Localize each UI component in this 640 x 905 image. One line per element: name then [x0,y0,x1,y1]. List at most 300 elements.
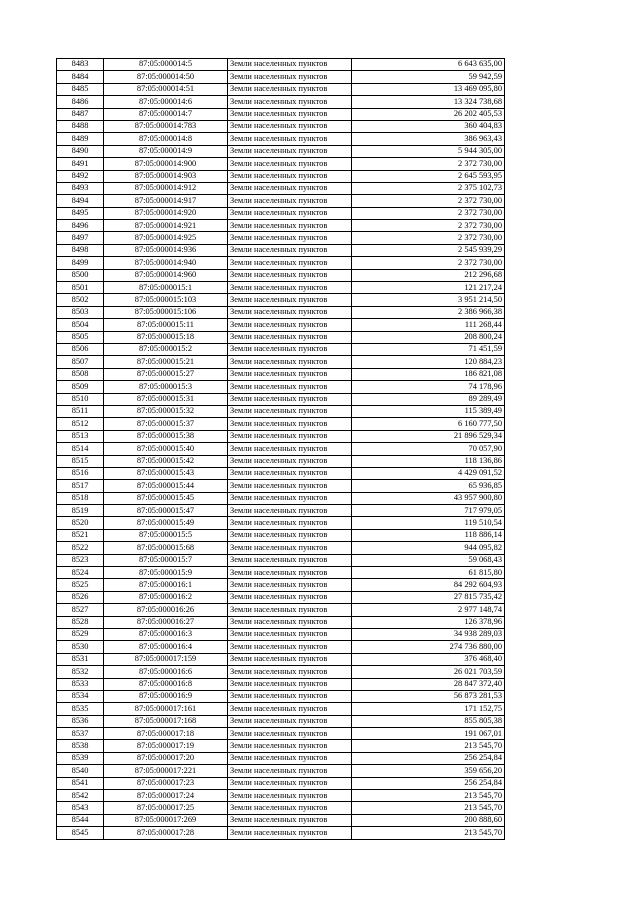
cadastral-number-cell: 87:05:000014:9 [104,145,228,157]
row-number-cell: 8539 [57,752,104,764]
row-number-cell: 8517 [57,480,104,492]
row-number-cell: 8515 [57,455,104,467]
cadastral-value-cell: 56 873 281,53 [352,690,505,702]
cadastral-value-cell: 2 372 730,00 [352,207,505,219]
table-row [57,814,505,826]
row-number-cell: 8487 [57,108,104,120]
row-number-cell: 8494 [57,195,104,207]
cadastral-value-cell: 119 510,54 [352,517,505,529]
table-row [57,257,505,269]
cadastral-number-cell: 87:05:000017:269 [104,814,228,826]
row-number-cell: 8488 [57,120,104,132]
row-number-cell: 8542 [57,790,104,802]
row-number-cell: 8514 [57,443,104,455]
row-number-cell: 8511 [57,405,104,417]
land-category-cell: Земли населенных пунктов [228,405,352,417]
cadastral-number-cell: 87:05:000015:45 [104,492,228,504]
land-category-cell: Земли населенных пунктов [228,752,352,764]
row-number-cell: 8536 [57,715,104,727]
cadastral-number-cell: 87:05:000015:106 [104,306,228,318]
land-category-cell: Земли населенных пунктов [228,641,352,653]
cadastral-number-cell: 87:05:000016:6 [104,666,228,678]
land-category-cell: Земли населенных пунктов [228,356,352,368]
land-category-cell: Земли населенных пунктов [228,96,352,108]
cadastral-number-cell: 87:05:000015:47 [104,505,228,517]
table-row [57,666,505,678]
cadastral-value-cell: 256 254,84 [352,752,505,764]
cadastral-number-cell: 87:05:000015:3 [104,381,228,393]
row-number-cell: 8503 [57,306,104,318]
cadastral-number-cell: 87:05:000015:103 [104,294,228,306]
table-row [57,145,505,157]
land-category-cell: Земли населенных пунктов [228,579,352,591]
land-category-cell: Земли населенных пунктов [228,257,352,269]
cadastral-value-cell: 74 178,96 [352,381,505,393]
table-row [57,579,505,591]
table-row [57,492,505,504]
row-number-cell: 8491 [57,158,104,170]
land-category-cell: Земли населенных пунктов [228,703,352,715]
cadastral-value-cell: 2 372 730,00 [352,220,505,232]
cadastral-value-cell: 376 468,40 [352,653,505,665]
cadastral-number-cell: 87:05:000014:6 [104,96,228,108]
cadastral-value-cell: 213 545,70 [352,827,505,839]
cadastral-value-cell: 274 736 880,00 [352,641,505,653]
land-category-cell: Земли населенных пунктов [228,294,352,306]
cadastral-number-cell: 87:05:000015:9 [104,567,228,579]
cadastral-value-cell: 43 957 900,80 [352,492,505,504]
land-category-cell: Земли населенных пунктов [228,71,352,83]
table-row [57,616,505,628]
land-category-cell: Земли населенных пунктов [228,740,352,752]
cadastral-value-cell: 61 815,80 [352,567,505,579]
land-category-cell: Земли населенных пунктов [228,765,352,777]
table-row [57,802,505,814]
cadastral-number-cell: 87:05:000015:49 [104,517,228,529]
cadastral-value-cell: 3 951 214,50 [352,294,505,306]
cadastral-number-cell: 87:05:000016:2 [104,591,228,603]
cadastral-number-cell: 87:05:000014:50 [104,71,228,83]
row-number-cell: 8516 [57,467,104,479]
cadastral-number-cell: 87:05:000014:936 [104,244,228,256]
row-number-cell: 8538 [57,740,104,752]
cadastral-number-cell: 87:05:000016:9 [104,690,228,702]
land-category-cell: Земли населенных пунктов [228,443,352,455]
row-number-cell: 8519 [57,505,104,517]
table-row [57,96,505,108]
cadastral-value-cell: 191 067,01 [352,728,505,740]
row-number-cell: 8531 [57,653,104,665]
cadastral-value-cell: 212 296,68 [352,269,505,281]
cadastral-number-cell: 87:05:000014:920 [104,207,228,219]
cadastral-value-cell: 2 372 730,00 [352,195,505,207]
table-row [57,207,505,219]
cadastral-number-cell: 87:05:000017:19 [104,740,228,752]
table-row [57,170,505,182]
row-number-cell: 8499 [57,257,104,269]
cadastral-value-cell: 200 888,60 [352,814,505,826]
cadastral-number-cell: 87:05:000017:24 [104,790,228,802]
cadastral-number-cell: 87:05:000014:51 [104,83,228,95]
table-row [57,653,505,665]
land-category-cell: Земли населенных пунктов [228,232,352,244]
row-number-cell: 8526 [57,591,104,603]
land-category-cell: Земли населенных пунктов [228,827,352,839]
cadastral-value-cell: 2 372 730,00 [352,257,505,269]
cadastral-number-cell: 87:05:000015:1 [104,282,228,294]
table-row [57,220,505,232]
cadastral-value-cell: 2 645 593,95 [352,170,505,182]
row-number-cell: 8543 [57,802,104,814]
row-number-cell: 8489 [57,133,104,145]
land-category-cell: Земли населенных пунктов [228,814,352,826]
row-number-cell: 8502 [57,294,104,306]
cadastral-number-cell: 87:05:000017:159 [104,653,228,665]
land-category-cell: Земли населенных пунктов [228,282,352,294]
land-category-cell: Земли населенных пунктов [228,331,352,343]
cadastral-number-cell: 87:05:000015:5 [104,529,228,541]
cadastral-number-cell: 87:05:000016:1 [104,579,228,591]
cadastral-number-cell: 87:05:000014:5 [104,59,228,71]
cadastral-value-cell: 213 545,70 [352,802,505,814]
row-number-cell: 8506 [57,343,104,355]
table-row [57,133,505,145]
table-row [57,108,505,120]
table-row [57,443,505,455]
land-category-cell: Земли населенных пунктов [228,108,352,120]
cadastral-value-cell: 2 386 966,38 [352,306,505,318]
land-category-cell: Земли населенных пунктов [228,220,352,232]
table-row [57,728,505,740]
cadastral-number-cell: 87:05:000015:37 [104,418,228,430]
land-category-cell: Земли населенных пунктов [228,59,352,71]
table-row [57,591,505,603]
row-number-cell: 8492 [57,170,104,182]
cadastral-value-cell: 65 936,85 [352,480,505,492]
table-row [57,59,505,71]
cadastral-value-cell: 2 977 148,74 [352,604,505,616]
cadastral-number-cell: 87:05:000014:912 [104,182,228,194]
land-category-cell: Земли населенных пунктов [228,517,352,529]
table-row [57,752,505,764]
land-category-cell: Земли населенных пунктов [228,381,352,393]
cadastral-value-cell: 5 944 305,00 [352,145,505,157]
cadastral-number-cell: 87:05:000017:20 [104,752,228,764]
row-number-cell: 8528 [57,616,104,628]
cadastral-value-cell: 59 942,59 [352,71,505,83]
cadastral-number-cell: 87:05:000015:11 [104,319,228,331]
table-row [57,393,505,405]
table-row [57,542,505,554]
row-number-cell: 8513 [57,430,104,442]
cadastral-number-cell: 87:05:000015:18 [104,331,228,343]
row-number-cell: 8510 [57,393,104,405]
land-category-cell: Земли населенных пунктов [228,368,352,380]
land-category-cell: Земли населенных пунктов [228,728,352,740]
land-category-cell: Земли населенных пунктов [228,207,352,219]
land-category-cell: Земли населенных пунктов [228,319,352,331]
land-category-cell: Земли населенных пунктов [228,182,352,194]
row-number-cell: 8500 [57,269,104,281]
cadastral-number-cell: 87:05:000017:18 [104,728,228,740]
cadastral-number-cell: 87:05:000015:7 [104,554,228,566]
row-number-cell: 8532 [57,666,104,678]
row-number-cell: 8541 [57,777,104,789]
land-category-cell: Земли населенных пунктов [228,343,352,355]
row-number-cell: 8498 [57,244,104,256]
cadastral-value-cell: 26 202 405,53 [352,108,505,120]
cadastral-value-cell: 256 254,84 [352,777,505,789]
cadastral-number-cell: 87:05:000014:8 [104,133,228,145]
cadastral-number-cell: 87:05:000015:40 [104,443,228,455]
cadastral-value-cell: 59 068,43 [352,554,505,566]
cadastral-number-cell: 87:05:000016:3 [104,628,228,640]
cadastral-value-cell: 84 292 604,93 [352,579,505,591]
land-category-cell: Земли населенных пунктов [228,418,352,430]
row-number-cell: 8529 [57,628,104,640]
land-category-cell: Земли населенных пунктов [228,480,352,492]
table-row [57,467,505,479]
land-category-cell: Земли населенных пунктов [228,195,352,207]
cadastral-number-cell: 87:05:000014:921 [104,220,228,232]
table-row [57,567,505,579]
cadastral-value-cell: 717 979,05 [352,505,505,517]
table-row [57,319,505,331]
cadastral-value-cell: 386 963,43 [352,133,505,145]
row-number-cell: 8505 [57,331,104,343]
table-row [57,158,505,170]
land-category-cell: Земли населенных пунктов [228,145,352,157]
row-number-cell: 8490 [57,145,104,157]
cadastral-value-cell: 70 057,90 [352,443,505,455]
cadastral-number-cell: 87:05:000016:4 [104,641,228,653]
cadastral-value-cell: 944 095,82 [352,542,505,554]
table-row [57,83,505,95]
table-row [57,765,505,777]
table-row [57,418,505,430]
cadastral-number-cell: 87:05:000017:168 [104,715,228,727]
table-row [57,356,505,368]
land-category-cell: Земли населенных пунктов [228,591,352,603]
land-category-cell: Земли населенных пунктов [228,790,352,802]
land-category-cell: Земли населенных пунктов [228,802,352,814]
table-row [57,244,505,256]
table-row [57,505,505,517]
row-number-cell: 8520 [57,517,104,529]
row-number-cell: 8533 [57,678,104,690]
cadastral-value-cell: 121 217,24 [352,282,505,294]
row-number-cell: 8522 [57,542,104,554]
row-number-cell: 8535 [57,703,104,715]
land-category-cell: Земли населенных пунктов [228,455,352,467]
land-category-cell: Земли населенных пунктов [228,306,352,318]
cadastral-number-cell: 87:05:000015:27 [104,368,228,380]
cadastral-value-cell: 34 938 289,03 [352,628,505,640]
table-row [57,405,505,417]
cadastral-value-cell: 359 656,20 [352,765,505,777]
table-row [57,195,505,207]
cadastral-value-cell: 27 815 735,42 [352,591,505,603]
cadastral-value-cell: 2 375 102,73 [352,182,505,194]
table-row [57,368,505,380]
table-row [57,343,505,355]
table-row [57,517,505,529]
cadastral-value-cell: 855 805,38 [352,715,505,727]
cadastral-value-cell: 6 160 777,50 [352,418,505,430]
land-category-cell: Земли населенных пунктов [228,604,352,616]
table-row [57,306,505,318]
land-category-cell: Земли населенных пунктов [228,158,352,170]
cadastral-value-cell: 28 847 372,40 [352,678,505,690]
row-number-cell: 8504 [57,319,104,331]
cadastral-number-cell: 87:05:000017:28 [104,827,228,839]
row-number-cell: 8501 [57,282,104,294]
table-row [57,790,505,802]
row-number-cell: 8512 [57,418,104,430]
land-category-cell: Земли населенных пунктов [228,467,352,479]
land-category-cell: Земли населенных пунктов [228,120,352,132]
land-category-cell: Земли населенных пунктов [228,616,352,628]
cadastral-number-cell: 87:05:000016:27 [104,616,228,628]
land-category-cell: Земли населенных пунктов [228,554,352,566]
land-category-cell: Земли населенных пунктов [228,690,352,702]
cadastral-number-cell: 87:05:000014:7 [104,108,228,120]
cadastral-value-cell: 118 136,86 [352,455,505,467]
land-category-cell: Земли населенных пунктов [228,430,352,442]
cadastral-number-cell: 87:05:000015:38 [104,430,228,442]
cadastral-value-cell: 26 021 703,59 [352,666,505,678]
cadastral-value-cell: 71 451,59 [352,343,505,355]
cadastral-value-cell: 115 389,49 [352,405,505,417]
cadastral-number-cell: 87:05:000015:43 [104,467,228,479]
cadastral-number-cell: 87:05:000015:42 [104,455,228,467]
cadastral-value-cell: 6 643 635,00 [352,59,505,71]
row-number-cell: 8545 [57,827,104,839]
land-category-cell: Земли населенных пунктов [228,678,352,690]
cadastral-value-cell: 213 545,70 [352,790,505,802]
table-row [57,690,505,702]
cadastral-number-cell: 87:05:000017:25 [104,802,228,814]
cadastral-value-cell: 2 372 730,00 [352,232,505,244]
land-category-cell: Земли населенных пунктов [228,777,352,789]
row-number-cell: 8537 [57,728,104,740]
land-category-cell: Земли населенных пунктов [228,83,352,95]
table-row [57,381,505,393]
land-category-cell: Земли населенных пунктов [228,269,352,281]
row-number-cell: 8483 [57,59,104,71]
table-row [57,715,505,727]
land-category-cell: Земли населенных пунктов [228,715,352,727]
cadastral-value-cell: 2 545 939,29 [352,244,505,256]
table-row [57,703,505,715]
row-number-cell: 8525 [57,579,104,591]
table-row [57,455,505,467]
row-number-cell: 8485 [57,83,104,95]
cadastral-number-cell: 87:05:000015:21 [104,356,228,368]
table-row [57,604,505,616]
cadastral-value-cell: 118 886,14 [352,529,505,541]
land-category-cell: Земли населенных пунктов [228,492,352,504]
cadastral-number-cell: 87:05:000017:161 [104,703,228,715]
land-category-cell: Земли населенных пунктов [228,133,352,145]
row-number-cell: 8524 [57,567,104,579]
land-category-cell: Земли населенных пунктов [228,393,352,405]
cadastral-value-cell: 120 884,23 [352,356,505,368]
row-number-cell: 8534 [57,690,104,702]
cadastral-value-cell: 4 429 091,52 [352,467,505,479]
cadastral-number-cell: 87:05:000015:68 [104,542,228,554]
table-row [57,678,505,690]
row-number-cell: 8523 [57,554,104,566]
table-row [57,294,505,306]
row-number-cell: 8495 [57,207,104,219]
table-row [57,71,505,83]
cadastral-number-cell: 87:05:000015:2 [104,343,228,355]
table-row [57,554,505,566]
table-row [57,641,505,653]
cadastral-number-cell: 87:05:000015:32 [104,405,228,417]
cadastral-number-cell: 87:05:000014:903 [104,170,228,182]
cadastral-number-cell: 87:05:000015:31 [104,393,228,405]
row-number-cell: 8508 [57,368,104,380]
cadastral-number-cell: 87:05:000014:917 [104,195,228,207]
table-row [57,529,505,541]
row-number-cell: 8530 [57,641,104,653]
cadastral-value-cell: 171 152,75 [352,703,505,715]
row-number-cell: 8540 [57,765,104,777]
table-row [57,777,505,789]
table-body [57,59,505,840]
table-row [57,430,505,442]
land-category-cell: Земли населенных пунктов [228,529,352,541]
table-row [57,740,505,752]
row-number-cell: 8484 [57,71,104,83]
land-category-cell: Земли населенных пунктов [228,653,352,665]
table-row [57,269,505,281]
land-category-cell: Земли населенных пунктов [228,505,352,517]
cadastral-value-cell: 13 324 738,68 [352,96,505,108]
land-category-cell: Земли населенных пунктов [228,170,352,182]
cadastral-value-cell: 21 896 529,34 [352,430,505,442]
table-row [57,480,505,492]
table-row [57,182,505,194]
cadastral-value-cell: 360 404,83 [352,120,505,132]
cadastral-number-cell: 87:05:000014:925 [104,232,228,244]
cadastral-value-cell: 208 800,24 [352,331,505,343]
table-row [57,331,505,343]
cadastral-value-cell: 186 821,08 [352,368,505,380]
table-row [57,120,505,132]
cadastral-value-cell: 126 378,96 [352,616,505,628]
row-number-cell: 8527 [57,604,104,616]
cadastral-value-cell: 213 545,70 [352,740,505,752]
land-category-cell: Земли населенных пунктов [228,628,352,640]
row-number-cell: 8496 [57,220,104,232]
cadastral-number-cell: 87:05:000017:221 [104,765,228,777]
row-number-cell: 8507 [57,356,104,368]
cadastral-number-cell: 87:05:000017:23 [104,777,228,789]
table-row [57,628,505,640]
land-category-cell: Земли населенных пунктов [228,567,352,579]
cadastral-number-cell: 87:05:000014:783 [104,120,228,132]
row-number-cell: 8544 [57,814,104,826]
cadastral-value-cell: 89 289,49 [352,393,505,405]
land-category-cell: Земли населенных пунктов [228,542,352,554]
table-row [57,282,505,294]
row-number-cell: 8509 [57,381,104,393]
row-number-cell: 8521 [57,529,104,541]
cadastral-value-cell: 2 372 730,00 [352,158,505,170]
